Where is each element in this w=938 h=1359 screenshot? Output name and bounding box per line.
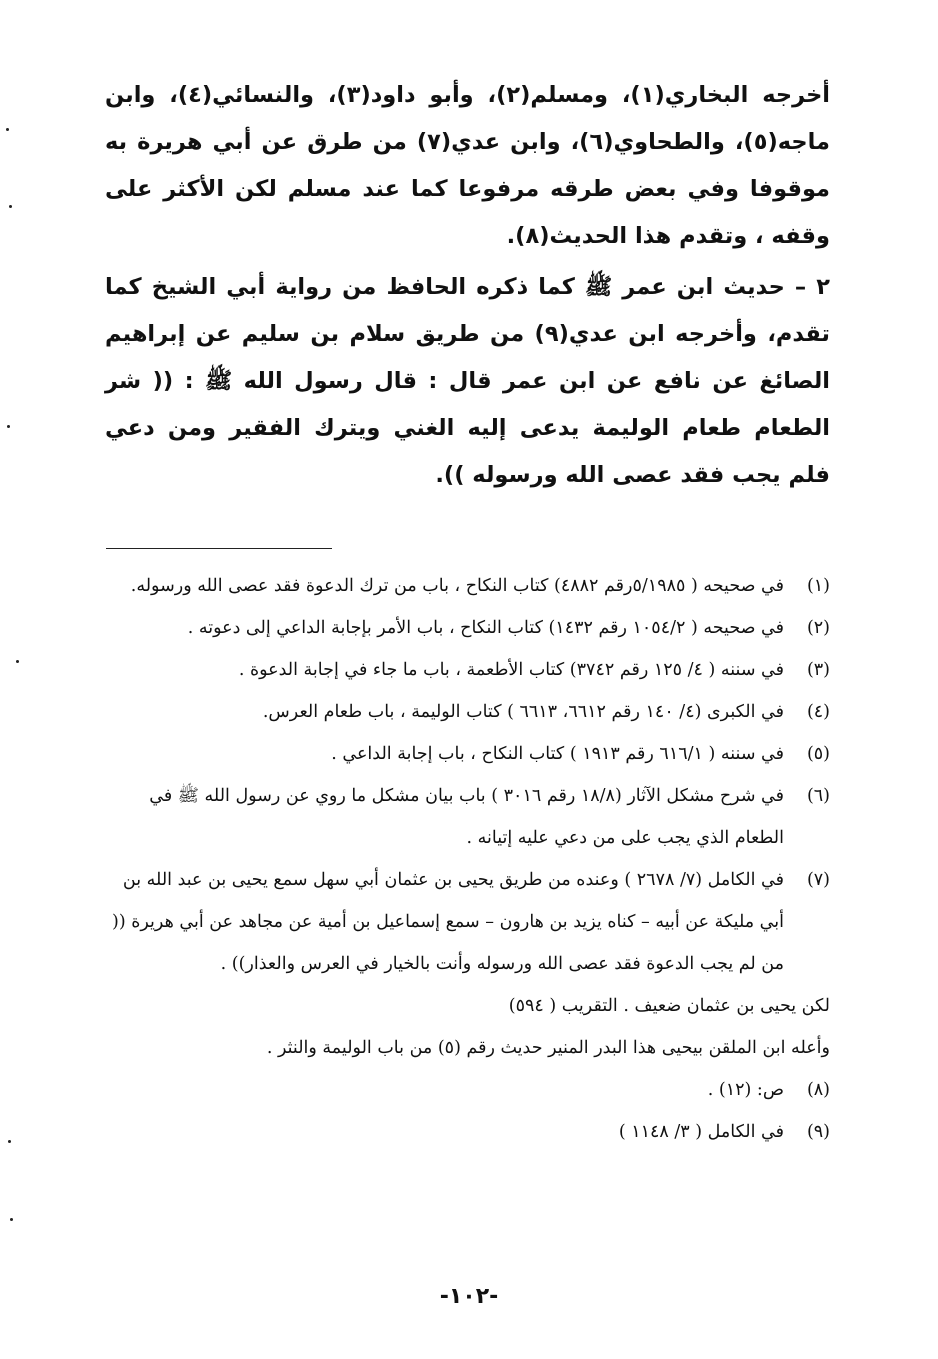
scan-speck — [6, 128, 9, 131]
scan-speck — [9, 205, 12, 208]
footnote-8 — [102, 1069, 830, 1111]
footnote-number: (٩) — [806, 1122, 830, 1142]
footnote-3 — [102, 649, 830, 691]
paragraph-hadith-ibn-umar: ٢ – حديث ابن عمر ﷺ كما ذكره الحافظ من رواية أبي الشيخ كما تقدم، وأخرجه ابن عدي(٩) من طريق سلام بن سليم عن إبراهيم الصائغ عن نافع عن ابن عمر قال : قال رسول الله ﷺ : (( شر الطعام طعام الوليمة يدعى إليه الغني ويترك الفقير ومن دعي فلم يجب فقد عصى الله ورسوله )). — [105, 274, 830, 488]
footnote-number: (٣) — [806, 660, 830, 680]
paragraph-takhrij: أخرجه البخاري(١)، ومسلم(٢)، وأبو داود(٣)، والنسائي(٤)، وابن ماجه(٥)، والطحاوي(٦)، وابن عدي(٧) من طرق عن أبي هريرة به موقوفا وفي بعض طرقه مرفوعا كما عند مسلم لكن الأكثر على وقفه ، وتقدم هذا الحديث(٨). — [105, 82, 830, 249]
footnote-1 — [102, 565, 830, 607]
footnote-text: في سننه ( ٦١٦/١ رقم ١٩١٣ ) كتاب النكاح ، باب إجابة الداعي . — [331, 744, 784, 764]
footnote-number: (٨) — [806, 1080, 830, 1100]
scan-speck — [10, 1218, 13, 1221]
scan-speck — [16, 660, 19, 663]
main-text — [105, 72, 830, 499]
footnote-text: في صحيحه ( ١٠٥٤/٢ رقم ١٤٣٢) كتاب النكاح ، باب الأمر بإجابة الداعي إلى دعوته . — [187, 618, 784, 638]
footnotes — [102, 565, 830, 1153]
footnote-number: (٦) — [806, 786, 830, 806]
footnote-text: في الكامل (٧/ ٢٦٧٨ ) وعنده من طريق يحيى بن عثمان أبي سهل سمع يحيى بن عبد الله بن أبي مليكة عن أبيه – كناه يزيد بن هارون – سمع إسماعيل بن أمية عن مجاهد عن أبي هريرة (( من لم يجب الدعوة فقد عصى الله ورسوله وأنت بالخيار في العرس والعذار)) . — [112, 870, 784, 974]
footnote-5 — [102, 733, 830, 775]
footnote-9 — [102, 1111, 830, 1153]
footnote-number: (٤) — [806, 702, 830, 722]
footnote-number: (٥) — [806, 744, 830, 764]
footnote-number: (١) — [806, 576, 830, 596]
scan-speck — [7, 425, 10, 428]
footnote-4 — [102, 691, 830, 733]
footnote-text: في سننه ( ٤/ ١٢٥ رقم ٣٧٤٢) كتاب الأطعمة ، باب ما جاء في إجابة الدعوة . — [238, 660, 784, 680]
scan-speck — [8, 1140, 11, 1143]
footnote-number: (٢) — [806, 618, 830, 638]
footnote-text: في شرح مشكل الآثار (١٨/٨ رقم ٣٠١٦ ) باب بيان مشكل ما روي عن رسول الله ﷺ في الطعام الذي يجب على من دعي عليه إتيانه . — [149, 786, 784, 848]
footnote-text: ص: (١٢) . — [707, 1080, 784, 1100]
footnote-6 — [102, 775, 830, 859]
footnote-separator — [106, 548, 332, 549]
footnote-number: (٧) — [806, 870, 830, 890]
page-number: -١٠٢- — [439, 1284, 499, 1309]
footnote-text: في صحيحه ( ٥/١٩٨٥رقم ٤٨٨٢) كتاب النكاح ، باب من ترك الدعوة فقد عصى الله ورسوله. — [130, 576, 784, 596]
footnote-text: في الكامل ( ٣/ ١١٤٨ ) — [618, 1122, 784, 1142]
footnote-text: في الكبرى (٤/ ١٤٠ رقم ٦٦١٢، ٦٦١٣ ) كتاب الوليمة ، باب طعام العرس. — [262, 702, 784, 722]
footnote-7 — [102, 859, 830, 985]
footnote-2 — [102, 607, 830, 649]
footnote-7-note-weakness: لكن يحيى بن عثمان ضعيف . التقريب ( ٥٩٤) — [508, 996, 830, 1016]
footnote-7-note-ibn-mulaqqin: وأعله ابن الملقن بيحيى هذا البدر المنير حديث رقم (٥) من باب الوليمة والنثر . — [266, 1038, 830, 1058]
